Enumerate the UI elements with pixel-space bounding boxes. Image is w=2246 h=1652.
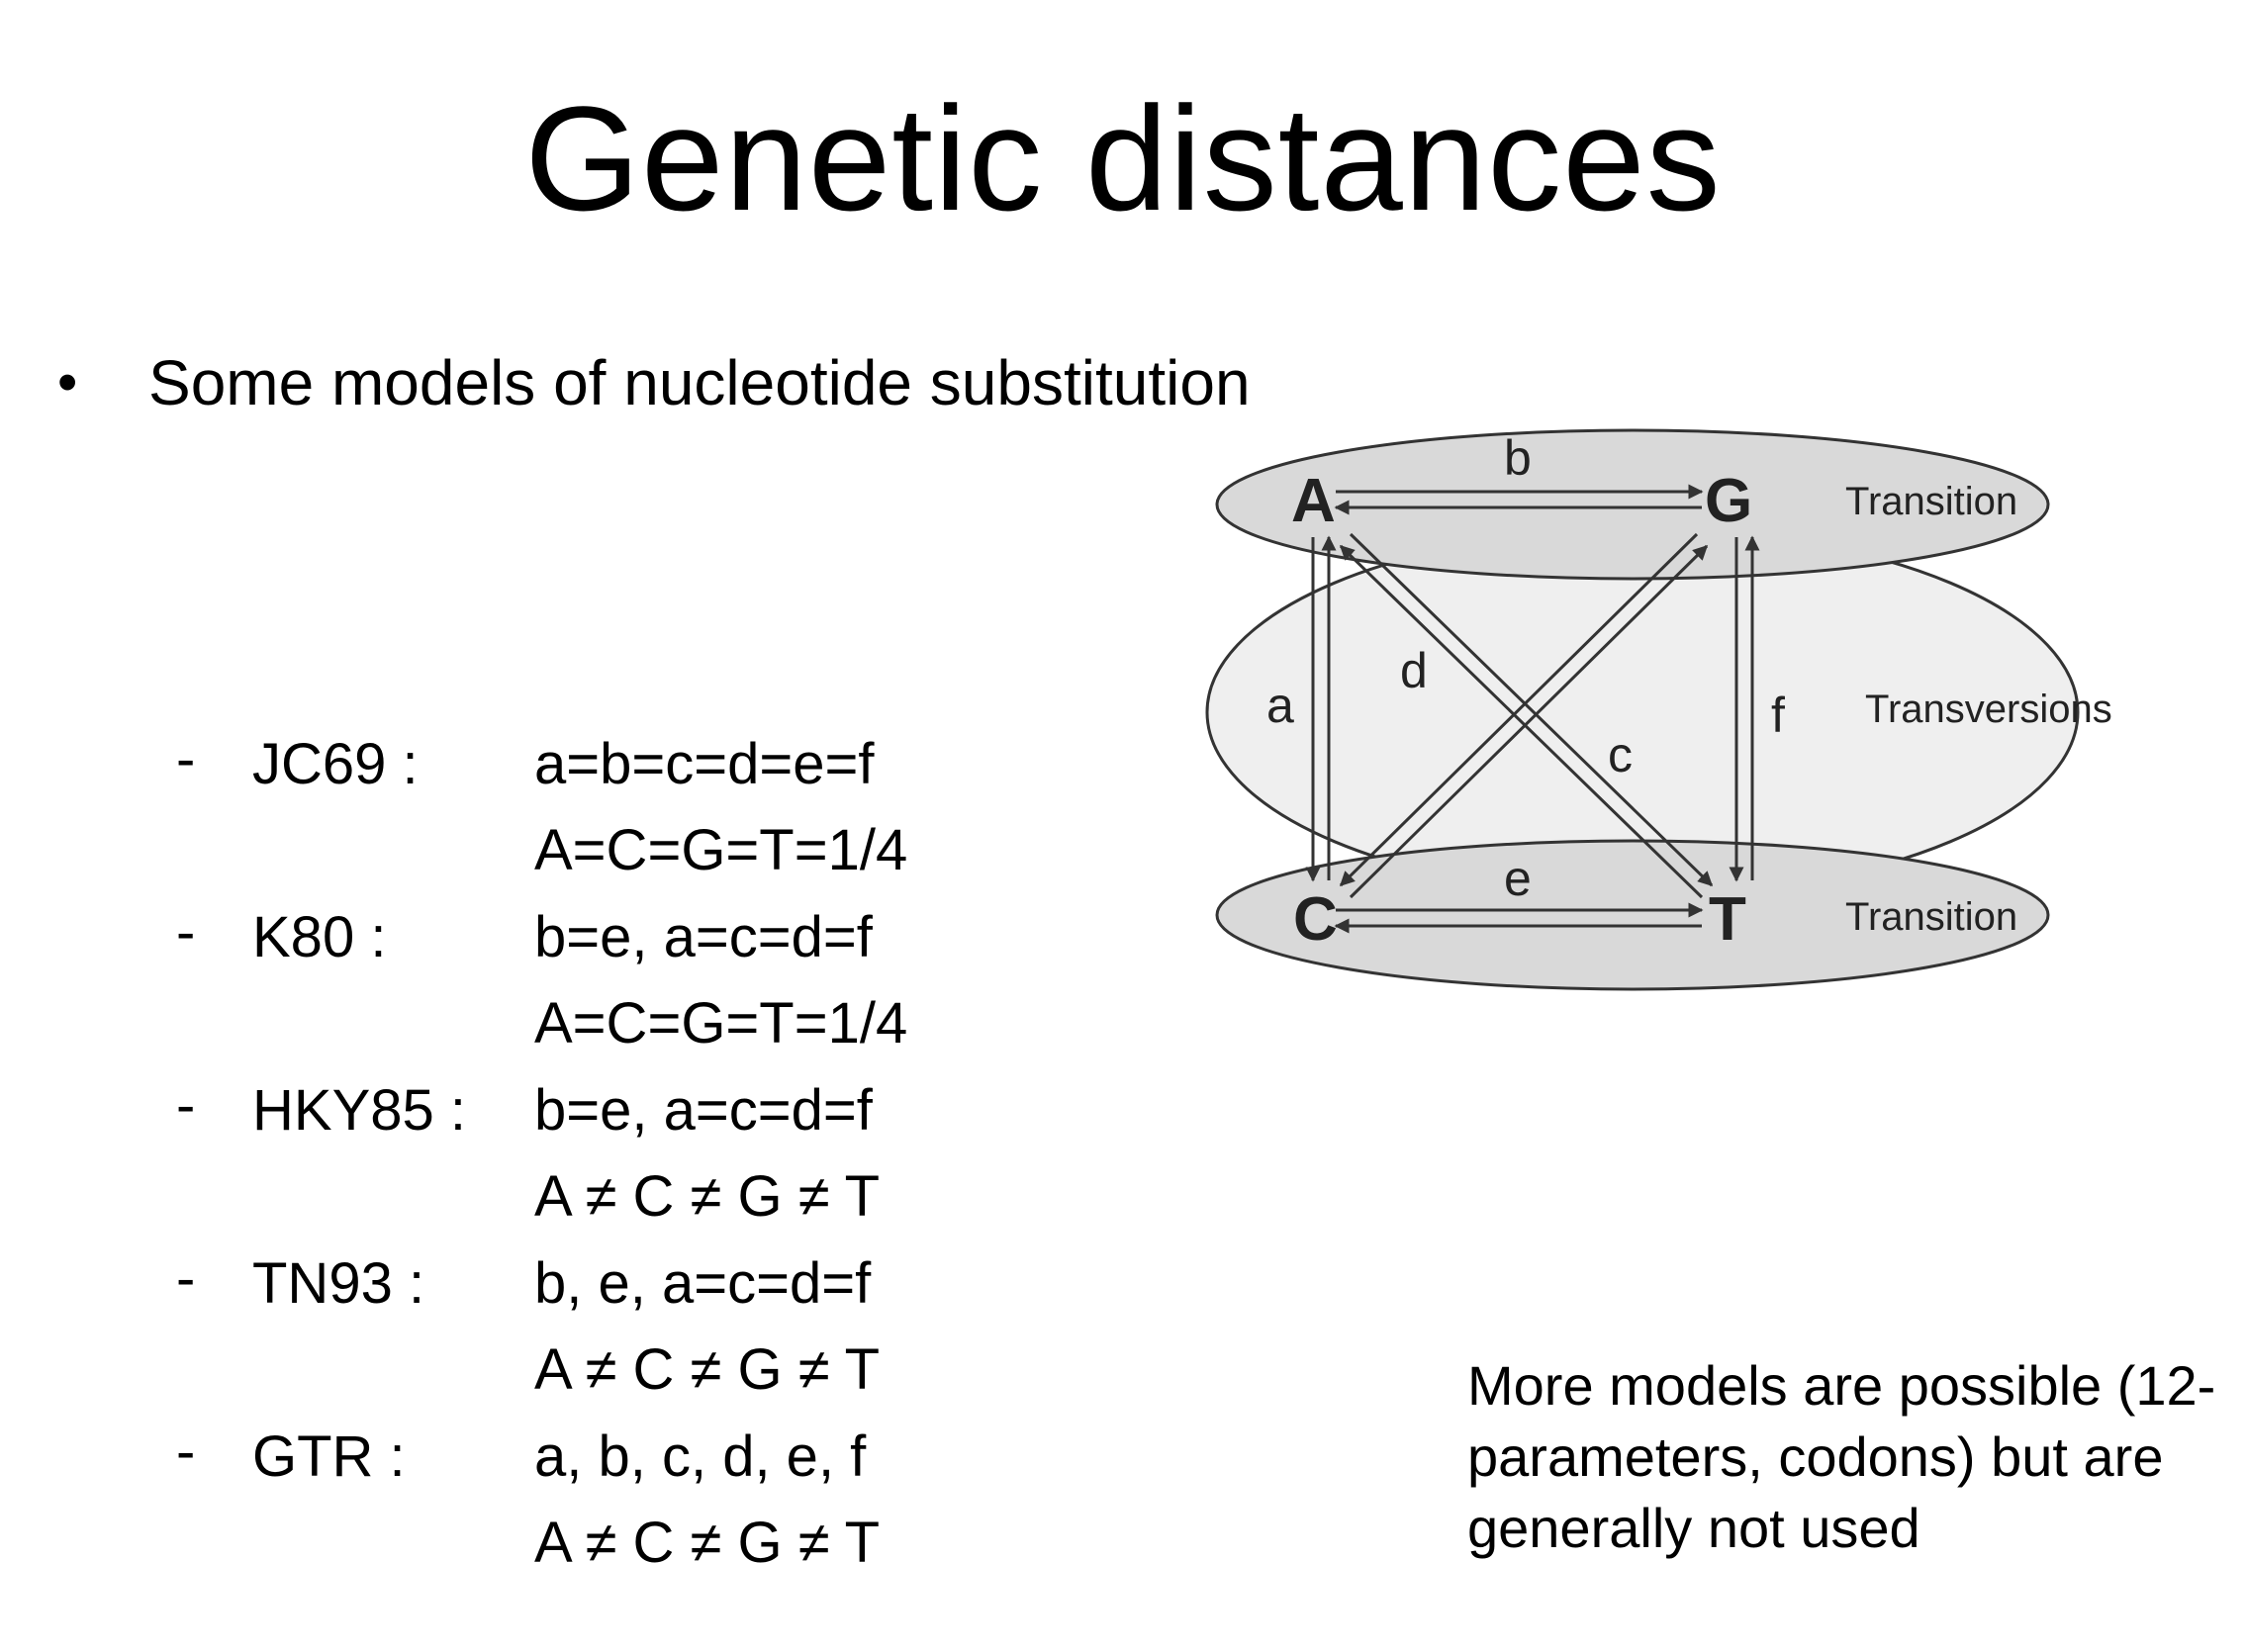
edge-label-c: c	[1608, 727, 1633, 782]
model-params-jc69: a=b=c=d=e=f	[534, 732, 875, 796]
edge-label-d: d	[1400, 643, 1428, 698]
node-c: C	[1293, 885, 1338, 954]
node-g: G	[1705, 467, 1753, 535]
dash-icon: -	[176, 1246, 196, 1311]
model-freqs-k80: A=C=G=T=1/4	[534, 991, 908, 1055]
model-freqs-hky85: A ≠ C ≠ G ≠ T	[534, 1164, 881, 1229]
model-params-tn93: b, e, a=c=d=f	[534, 1251, 872, 1316]
model-freqs-gtr: A ≠ C ≠ G ≠ T	[534, 1511, 881, 1575]
note-text: More models are possible (12-parameters, codons) but are generally not used	[1467, 1354, 2216, 1559]
substitution-diagram	[1202, 411, 2152, 1004]
model-name-k80: K80 :	[252, 905, 387, 969]
edge-label-a: a	[1266, 678, 1294, 733]
label-transition-top: Transition	[1845, 480, 2018, 523]
model-params-gtr: a, b, c, d, e, f	[534, 1424, 867, 1489]
model-params-hky85: b=e, a=c=d=f	[534, 1078, 873, 1143]
edge-label-e: e	[1504, 851, 1532, 906]
model-params-k80: b=e, a=c=d=f	[534, 905, 873, 969]
label-transition-bottom: Transition	[1845, 895, 2018, 939]
bullet-text: Some models of nucleotide substitution	[148, 347, 1251, 418]
model-name-tn93: TN93 :	[252, 1251, 425, 1316]
slide-title: Genetic distances	[524, 75, 1722, 241]
bullet-icon: •	[57, 350, 78, 414]
dash-icon: -	[176, 1420, 196, 1484]
model-name-jc69: JC69 :	[252, 732, 419, 796]
edge-label-f: f	[1771, 688, 1785, 743]
dash-icon: -	[176, 1073, 196, 1138]
label-transversions: Transversions	[1865, 688, 2112, 731]
dash-icon: -	[176, 900, 196, 964]
node-a: A	[1291, 467, 1336, 535]
model-name-hky85: HKY85 :	[252, 1078, 466, 1143]
dash-icon: -	[176, 727, 196, 791]
node-t: T	[1709, 885, 1746, 954]
model-freqs-tn93: A ≠ C ≠ G ≠ T	[534, 1337, 881, 1402]
model-name-gtr: GTR :	[252, 1424, 406, 1489]
edge-label-b: b	[1504, 430, 1532, 486]
model-freqs-jc69: A=C=G=T=1/4	[534, 818, 908, 882]
